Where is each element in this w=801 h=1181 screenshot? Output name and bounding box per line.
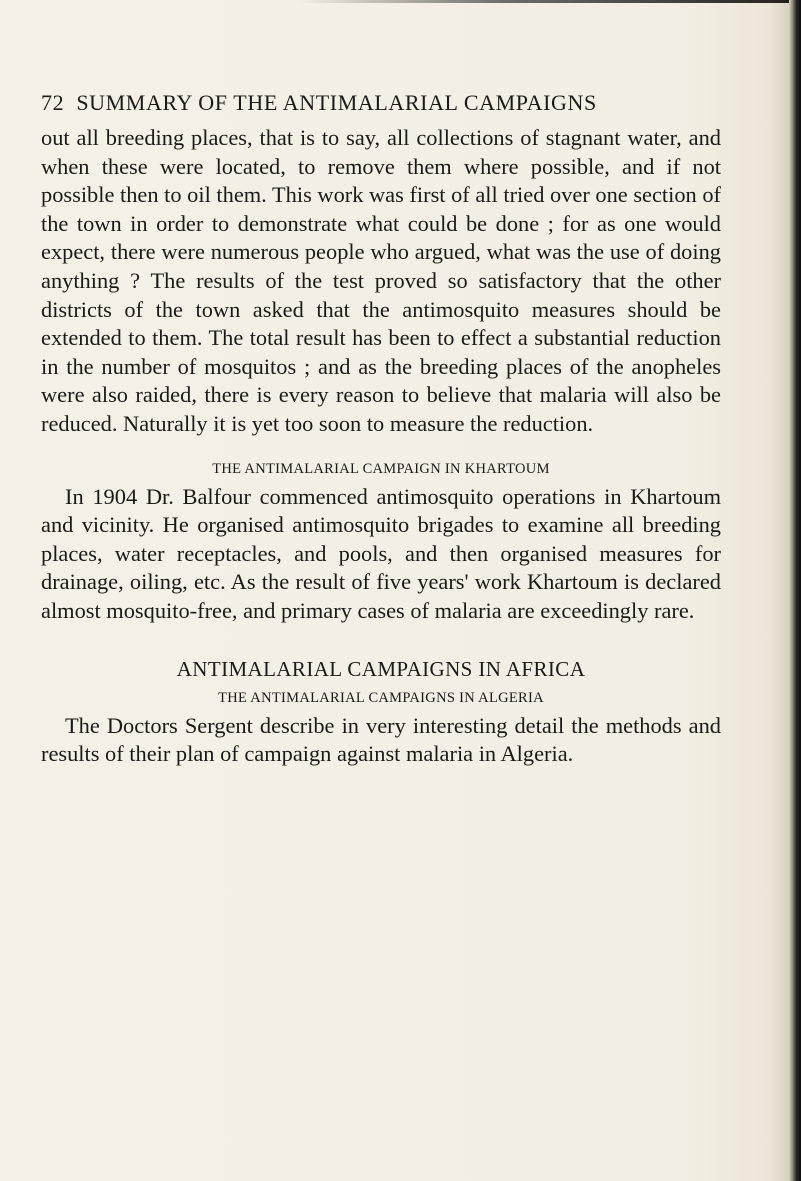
page-binding-edge [789,0,801,1181]
page-text-block [41,88,721,769]
running-header [41,88,721,118]
subheading-algeria: THE ANTIMALARIAL CAMPAIGNS IN ALGERIA [218,689,544,706]
paragraph-algeria: The Doctors Sergent describe in very interesting detail the methods and results of their plan of campaign against malaria in Algeria. [41,712,721,767]
paragraph-continuation: out all breeding places, that is to say, all collections of stagnant water, and when these were located, to remove them where possible, and if not possible then to oil them. This work was first of all tried over one section of the town in order to demonstrate what could be done ; for as one would expect, there were numerous people who argued, what was the use of doing anything ? The results of the test proved so satisfactory that the other districts of the town asked that the antimosquito measures should be extended to them. The total result has been to effect a substantial reduction in the number of mosquitos ; and as the breeding places of the anopheles were also raided, there is every reason to believe that malaria will also be reduced. Naturally it is yet too soon to measure the reduction. [41,125,721,436]
page-top-shadow [300,0,801,3]
page-number: 72 [41,90,65,115]
paragraph-khartoum: In 1904 Dr. Balfour commenced antimosquito operations in Khartoum and vicinity. He organised antimosquito brigades to examine all breeding places, water receptacles, and pools, and then organised measures for drainage, oiling, etc. As the result of five years' work Khartoum is declared almost mosquito-free, and primary cases of malaria are exceedingly rare. [41,483,721,623]
section-heading-africa: ANTIMALARIAL CAMPAIGNS IN AFRICA [176,656,586,681]
subheading-khartoum: THE ANTIMALARIAL CAMPAIGN IN KHARTOUM [212,460,550,477]
running-title: SUMMARY OF THE ANTIMALARIAL CAMPAIGNS [76,90,597,115]
